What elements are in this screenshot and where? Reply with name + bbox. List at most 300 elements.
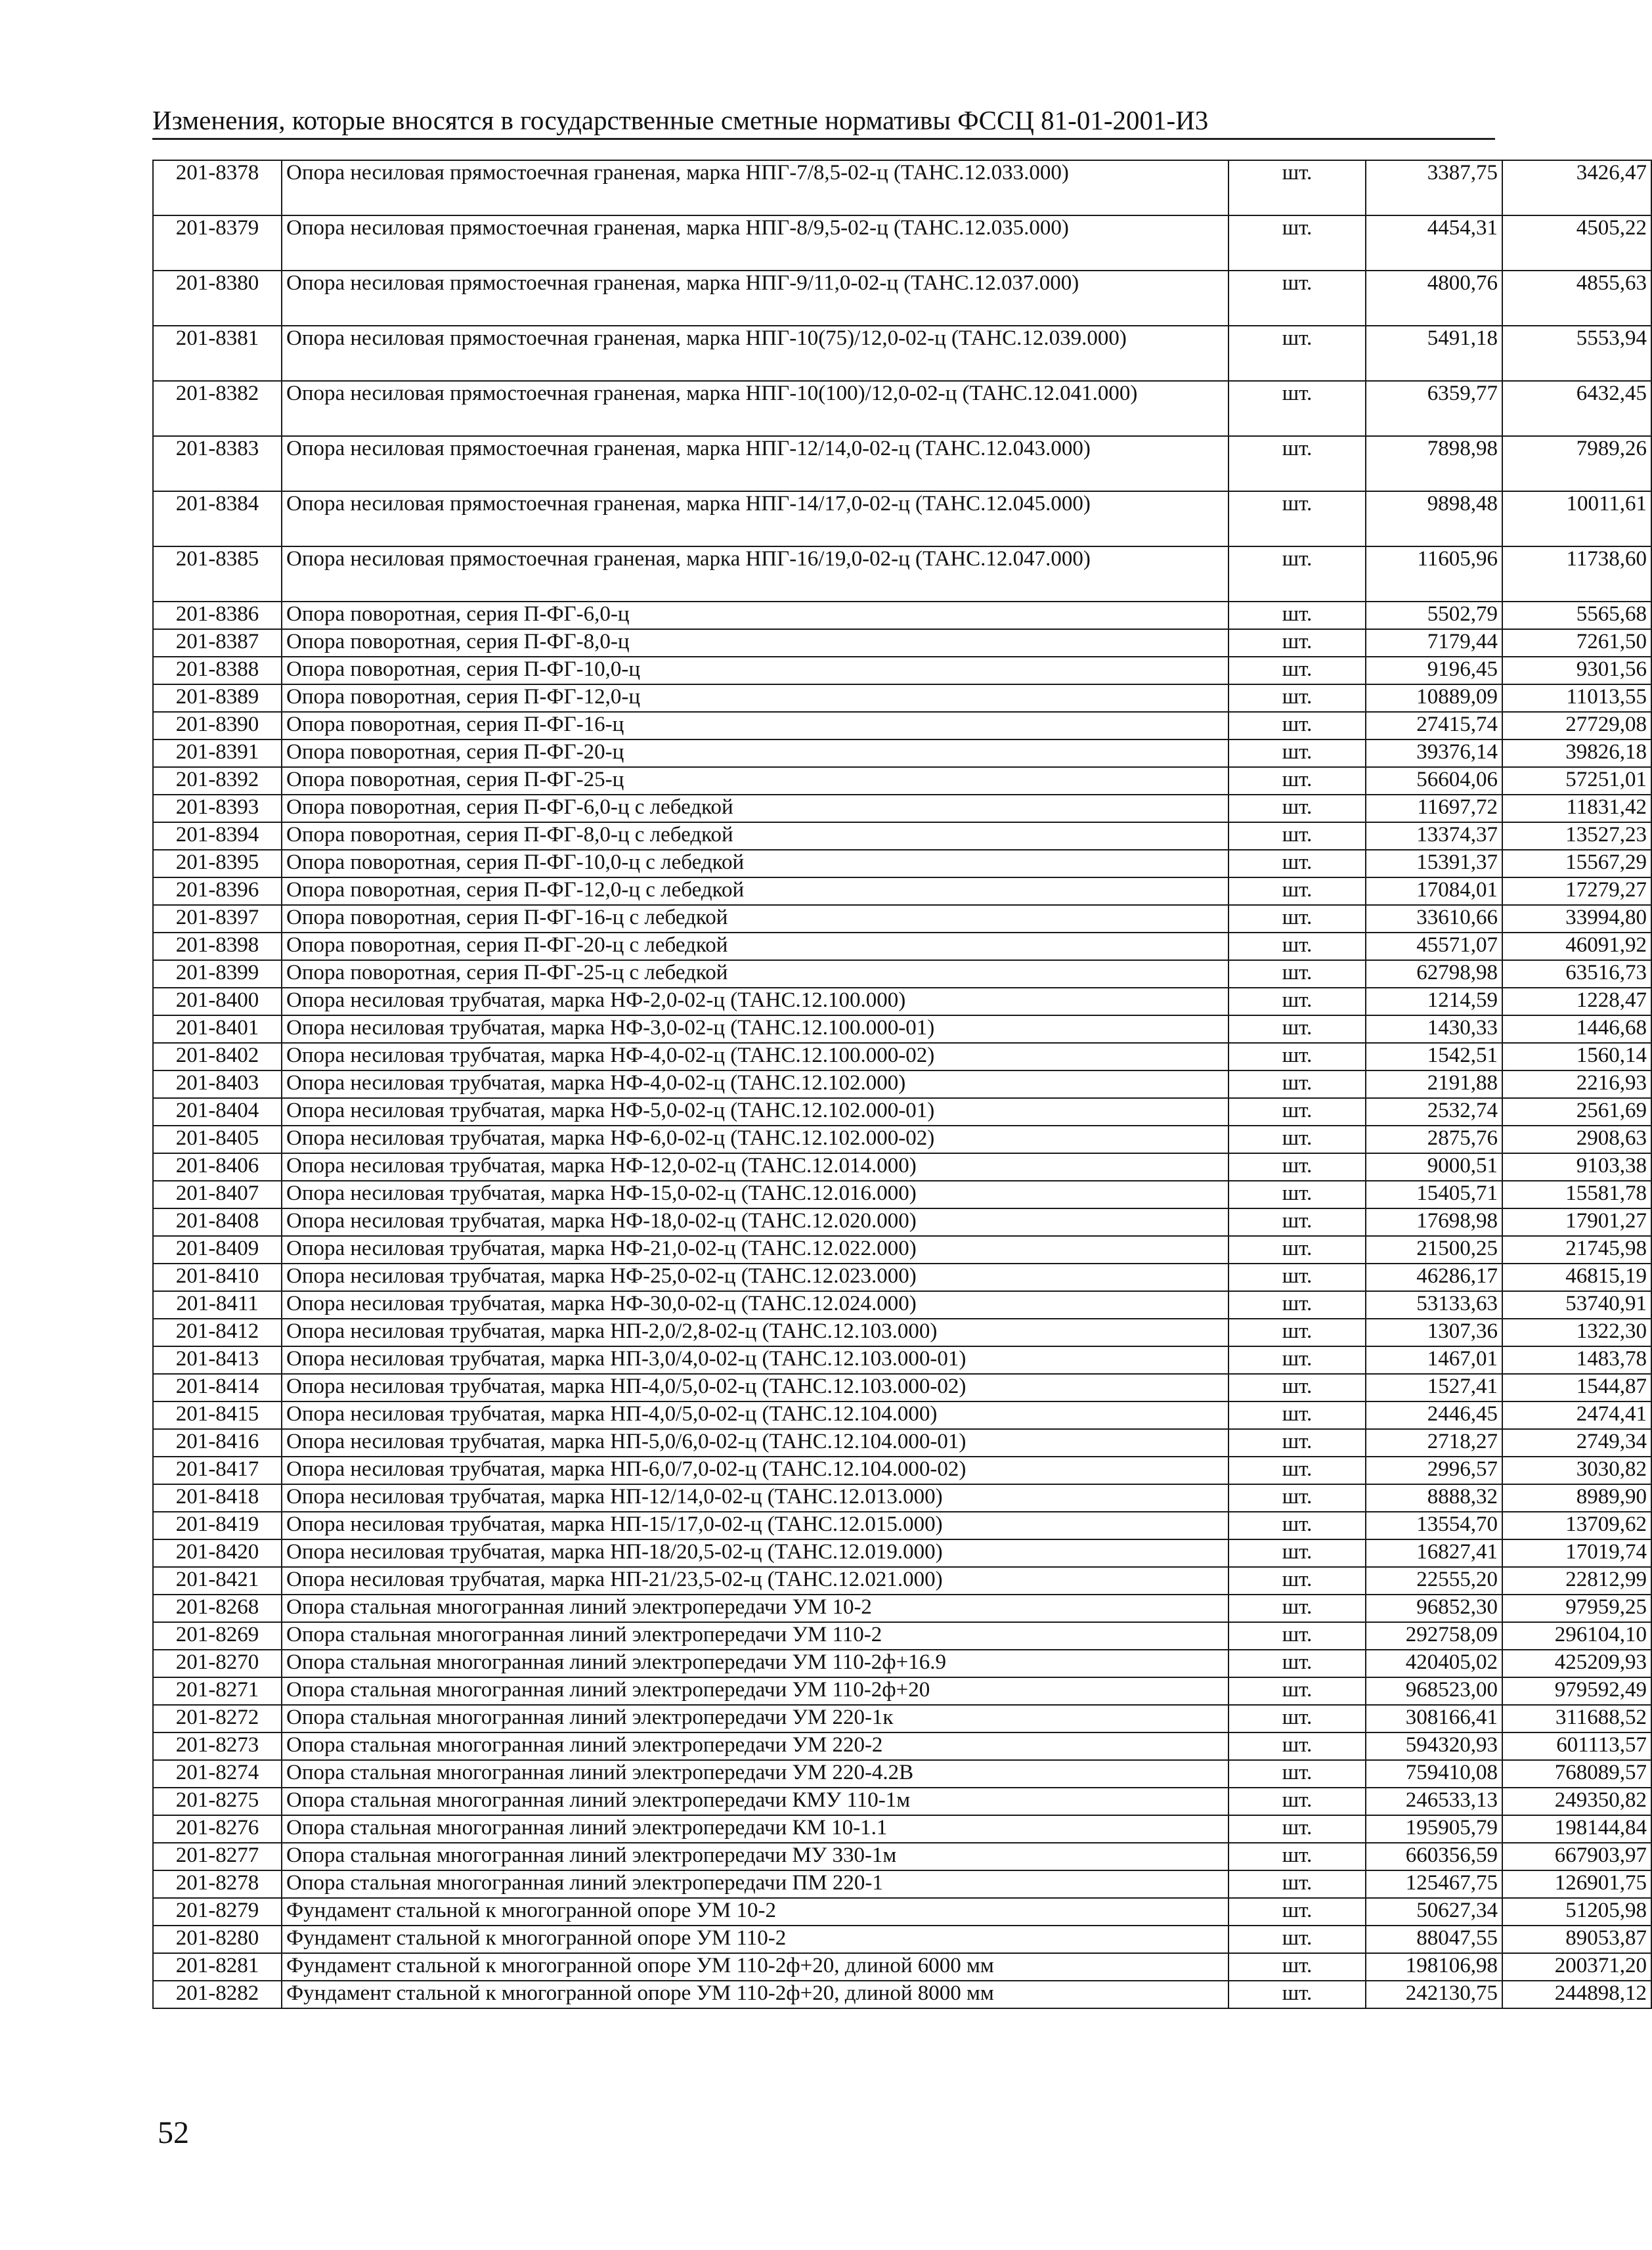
table-row (153, 1981, 1651, 2008)
row-name: Опора поворотная, серия П-ФГ-20-ц с лебедкой (282, 933, 1228, 960)
row-price-2: 97959,25 (1502, 1595, 1651, 1622)
row-name: Опора поворотная, серия П-ФГ-8,0-ц с лебедкой (282, 822, 1228, 850)
row-price-2: 10011,61 (1502, 491, 1651, 546)
table-row (153, 1815, 1651, 1843)
row-price-1: 17084,01 (1366, 877, 1502, 905)
table-row (153, 1153, 1651, 1181)
row-name: Опора несиловая трубчатая, марка НП-4,0/5,0-02-ц (ТАНС.12.103.000-02) (282, 1374, 1228, 1401)
row-name: Фундамент стальной к многогранной опоре УМ 110-2ф+20, длиной 8000 мм (282, 1981, 1228, 2008)
table-row (153, 1539, 1651, 1567)
row-price-2: 53740,91 (1502, 1291, 1651, 1319)
row-price-2: 4855,63 (1502, 271, 1651, 326)
row-code: 201-8384 (153, 491, 282, 546)
row-unit: шт. (1228, 933, 1366, 960)
row-unit: шт. (1228, 1650, 1366, 1677)
row-name: Опора несиловая трубчатая, марка НФ-18,0-02-ц (ТАНС.12.020.000) (282, 1208, 1228, 1236)
row-price-2: 15567,29 (1502, 850, 1651, 877)
row-name: Опора стальная многогранная линий электропередачи УМ 220-2 (282, 1732, 1228, 1760)
row-name: Опора несиловая прямостоечная граненая, марка НПГ-10(100)/12,0-02-ц (ТАНС.12.041.000) (282, 381, 1228, 436)
row-unit: шт. (1228, 326, 1366, 381)
row-price-1: 9196,45 (1366, 657, 1502, 684)
document-header: Изменения, которые вносятся в государственные сметные нормативы ФССЦ 81-01-2001-И3 (152, 105, 1209, 135)
row-name: Опора несиловая трубчатая, марка НФ-4,0-02-ц (ТАНС.12.102.000) (282, 1070, 1228, 1098)
table-row (153, 1484, 1651, 1512)
row-unit: шт. (1228, 657, 1366, 684)
row-name: Опора поворотная, серия П-ФГ-16-ц (282, 712, 1228, 739)
table-row (153, 1126, 1651, 1153)
row-code: 201-8281 (153, 1953, 282, 1981)
row-price-2: 57251,01 (1502, 767, 1651, 795)
row-price-2: 46815,19 (1502, 1264, 1651, 1291)
row-price-1: 759410,08 (1366, 1760, 1502, 1788)
row-unit: шт. (1228, 1898, 1366, 1926)
row-code: 201-8385 (153, 546, 282, 602)
table-row (153, 546, 1651, 602)
row-unit: шт. (1228, 1346, 1366, 1374)
row-price-2: 3030,82 (1502, 1457, 1651, 1484)
row-price-2: 311688,52 (1502, 1705, 1651, 1732)
row-code: 201-8389 (153, 684, 282, 712)
row-unit: шт. (1228, 1567, 1366, 1595)
row-unit: шт. (1228, 436, 1366, 491)
row-price-1: 22555,20 (1366, 1567, 1502, 1595)
table-row (153, 905, 1651, 933)
row-name: Опора несиловая прямостоечная граненая, марка НПГ-9/11,0-02-ц (ТАНС.12.037.000) (282, 271, 1228, 326)
row-price-2: 2474,41 (1502, 1401, 1651, 1429)
row-code: 201-8382 (153, 381, 282, 436)
row-unit: шт. (1228, 1732, 1366, 1760)
table-row (153, 1236, 1651, 1264)
table-row (153, 381, 1651, 436)
row-code: 201-8400 (153, 988, 282, 1015)
row-unit: шт. (1228, 1043, 1366, 1070)
row-unit: шт. (1228, 1622, 1366, 1650)
row-name: Опора несиловая трубчатая, марка НФ-30,0-02-ц (ТАНС.12.024.000) (282, 1291, 1228, 1319)
row-name: Фундамент стальной к многогранной опоре УМ 10-2 (282, 1898, 1228, 1926)
row-price-2: 8989,90 (1502, 1484, 1651, 1512)
row-name: Опора несиловая трубчатая, марка НФ-5,0-02-ц (ТАНС.12.102.000-01) (282, 1098, 1228, 1126)
row-price-1: 16827,41 (1366, 1539, 1502, 1567)
row-unit: шт. (1228, 1788, 1366, 1815)
row-code: 201-8383 (153, 436, 282, 491)
row-price-1: 246533,13 (1366, 1788, 1502, 1815)
row-unit: шт. (1228, 1181, 1366, 1208)
row-price-2: 200371,20 (1502, 1953, 1651, 1981)
row-code: 201-8402 (153, 1043, 282, 1070)
row-price-1: 125467,75 (1366, 1870, 1502, 1898)
row-code: 201-8390 (153, 712, 282, 739)
row-price-1: 88047,55 (1366, 1926, 1502, 1953)
table-row (153, 767, 1651, 795)
row-unit: шт. (1228, 271, 1366, 326)
row-price-1: 33610,66 (1366, 905, 1502, 933)
row-name: Фундамент стальной к многогранной опоре УМ 110-2 (282, 1926, 1228, 1953)
row-price-2: 17901,27 (1502, 1208, 1651, 1236)
row-price-1: 45571,07 (1366, 933, 1502, 960)
row-price-2: 22812,99 (1502, 1567, 1651, 1595)
row-price-1: 4800,76 (1366, 271, 1502, 326)
row-price-2: 768089,57 (1502, 1760, 1651, 1788)
table-row (153, 988, 1651, 1015)
row-price-2: 667903,97 (1502, 1843, 1651, 1870)
row-price-2: 63516,73 (1502, 960, 1651, 988)
row-name: Опора несиловая трубчатая, марка НП-18/20,5-02-ц (ТАНС.12.019.000) (282, 1539, 1228, 1567)
table-row (153, 850, 1651, 877)
row-name: Опора стальная многогранная линий электропередачи УМ 220-4.2В (282, 1760, 1228, 1788)
table-row (153, 215, 1651, 271)
row-price-2: 11738,60 (1502, 546, 1651, 602)
row-code: 201-8273 (153, 1732, 282, 1760)
table-row (153, 1015, 1651, 1043)
row-price-2: 9103,38 (1502, 1153, 1651, 1181)
row-price-2: 13709,62 (1502, 1512, 1651, 1539)
row-name: Опора поворотная, серия П-ФГ-6,0-ц с лебедкой (282, 795, 1228, 822)
row-unit: шт. (1228, 1153, 1366, 1181)
row-name: Опора поворотная, серия П-ФГ-10,0-ц с лебедкой (282, 850, 1228, 877)
row-price-1: 1542,51 (1366, 1043, 1502, 1070)
row-price-2: 126901,75 (1502, 1870, 1651, 1898)
row-unit: шт. (1228, 1264, 1366, 1291)
row-price-2: 249350,82 (1502, 1788, 1651, 1815)
table-row (153, 712, 1651, 739)
row-price-1: 7179,44 (1366, 629, 1502, 657)
row-code: 201-8270 (153, 1650, 282, 1677)
row-code: 201-8408 (153, 1208, 282, 1236)
row-name: Опора несиловая трубчатая, марка НП-21/23,5-02-ц (ТАНС.12.021.000) (282, 1567, 1228, 1595)
row-price-1: 10889,09 (1366, 684, 1502, 712)
table-row (153, 1401, 1651, 1429)
row-unit: шт. (1228, 1208, 1366, 1236)
row-code: 201-8391 (153, 739, 282, 767)
row-code: 201-8380 (153, 271, 282, 326)
table-row (153, 1291, 1651, 1319)
row-price-2: 2216,93 (1502, 1070, 1651, 1098)
row-code: 201-8398 (153, 933, 282, 960)
row-unit: шт. (1228, 850, 1366, 877)
row-code: 201-8271 (153, 1677, 282, 1705)
row-price-1: 27415,74 (1366, 712, 1502, 739)
row-price-1: 1214,59 (1366, 988, 1502, 1015)
row-price-2: 1483,78 (1502, 1346, 1651, 1374)
table-row (153, 1374, 1651, 1401)
table-row (153, 629, 1651, 657)
row-name: Опора поворотная, серия П-ФГ-20-ц (282, 739, 1228, 767)
price-table (152, 160, 1652, 2009)
row-unit: шт. (1228, 1429, 1366, 1457)
row-unit: шт. (1228, 1374, 1366, 1401)
table-row (153, 657, 1651, 684)
row-name: Опора несиловая трубчатая, марка НФ-12,0-02-ц (ТАНС.12.014.000) (282, 1153, 1228, 1181)
row-name: Опора несиловая трубчатая, марка НФ-4,0-02-ц (ТАНС.12.100.000-02) (282, 1043, 1228, 1070)
row-name: Опора несиловая трубчатая, марка НП-5,0/6,0-02-ц (ТАНС.12.104.000-01) (282, 1429, 1228, 1457)
row-unit: шт. (1228, 1595, 1366, 1622)
row-name: Опора стальная многогранная линий электропередачи КМ 10-1.1 (282, 1815, 1228, 1843)
row-price-2: 3426,47 (1502, 160, 1651, 215)
row-name: Опора несиловая трубчатая, марка НП-6,0/7,0-02-ц (ТАНС.12.104.000-02) (282, 1457, 1228, 1484)
row-price-2: 15581,78 (1502, 1181, 1651, 1208)
table-row (153, 1595, 1651, 1622)
row-name: Опора несиловая трубчатая, марка НФ-15,0-02-ц (ТАНС.12.016.000) (282, 1181, 1228, 1208)
row-unit: шт. (1228, 1319, 1366, 1346)
row-price-2: 7261,50 (1502, 629, 1651, 657)
row-unit: шт. (1228, 602, 1366, 629)
row-name: Опора несиловая трубчатая, марка НФ-25,0-02-ц (ТАНС.12.023.000) (282, 1264, 1228, 1291)
row-price-1: 9898,48 (1366, 491, 1502, 546)
row-price-1: 50627,34 (1366, 1898, 1502, 1926)
row-code: 201-8272 (153, 1705, 282, 1732)
row-unit: шт. (1228, 1401, 1366, 1429)
row-price-1: 198106,98 (1366, 1953, 1502, 1981)
row-price-2: 2908,63 (1502, 1126, 1651, 1153)
row-price-1: 39376,14 (1366, 739, 1502, 767)
row-code: 201-8413 (153, 1346, 282, 1374)
row-price-2: 7989,26 (1502, 436, 1651, 491)
row-name: Опора стальная многогранная линий электропередачи УМ 110-2ф+20 (282, 1677, 1228, 1705)
row-price-2: 5553,94 (1502, 326, 1651, 381)
row-unit: шт. (1228, 1126, 1366, 1153)
row-unit: шт. (1228, 1953, 1366, 1981)
row-price-2: 244898,12 (1502, 1981, 1651, 2008)
row-price-1: 62798,98 (1366, 960, 1502, 988)
row-name: Опора стальная многогранная линий электропередачи КМУ 110-1м (282, 1788, 1228, 1815)
row-price-2: 51205,98 (1502, 1898, 1651, 1926)
row-price-1: 2446,45 (1366, 1401, 1502, 1429)
row-code: 201-8386 (153, 602, 282, 629)
row-code: 201-8401 (153, 1015, 282, 1043)
row-name: Опора стальная многогранная линий электропередачи УМ 110-2 (282, 1622, 1228, 1650)
row-unit: шт. (1228, 684, 1366, 712)
row-unit: шт. (1228, 491, 1366, 546)
row-code: 201-8269 (153, 1622, 282, 1650)
row-code: 201-8410 (153, 1264, 282, 1291)
row-name: Опора поворотная, серия П-ФГ-12,0-ц (282, 684, 1228, 712)
table-row (153, 684, 1651, 712)
table-row (153, 1319, 1651, 1346)
table-row (153, 1650, 1651, 1677)
row-price-2: 296104,10 (1502, 1622, 1651, 1650)
row-code: 201-8411 (153, 1291, 282, 1319)
row-name: Опора стальная многогранная линий электропередачи УМ 10-2 (282, 1595, 1228, 1622)
row-name: Опора поворотная, серия П-ФГ-16-ц с лебедкой (282, 905, 1228, 933)
table-row (153, 1043, 1651, 1070)
table-row (153, 436, 1651, 491)
row-price-1: 2191,88 (1366, 1070, 1502, 1098)
row-code: 201-8282 (153, 1981, 282, 2008)
row-price-1: 13554,70 (1366, 1512, 1502, 1539)
row-price-1: 9000,51 (1366, 1153, 1502, 1181)
row-price-2: 27729,08 (1502, 712, 1651, 739)
table-row (153, 271, 1651, 326)
row-unit: шт. (1228, 767, 1366, 795)
row-code: 201-8268 (153, 1595, 282, 1622)
table-row (153, 1760, 1651, 1788)
row-unit: шт. (1228, 960, 1366, 988)
row-unit: шт. (1228, 1870, 1366, 1898)
row-name: Опора поворотная, серия П-ФГ-25-ц с лебедкой (282, 960, 1228, 988)
table-row (153, 491, 1651, 546)
row-unit: шт. (1228, 1981, 1366, 2008)
row-code: 201-8394 (153, 822, 282, 850)
row-code: 201-8405 (153, 1126, 282, 1153)
row-unit: шт. (1228, 1015, 1366, 1043)
row-name: Опора несиловая трубчатая, марка НФ-2,0-02-ц (ТАНС.12.100.000) (282, 988, 1228, 1015)
row-price-2: 46091,92 (1502, 933, 1651, 960)
table-row (153, 1705, 1651, 1732)
row-unit: шт. (1228, 1843, 1366, 1870)
row-code: 201-8274 (153, 1760, 282, 1788)
row-name: Фундамент стальной к многогранной опоре УМ 110-2ф+20, длиной 6000 мм (282, 1953, 1228, 1981)
row-price-2: 5565,68 (1502, 602, 1651, 629)
row-unit: шт. (1228, 1677, 1366, 1705)
page-number: 52 (158, 2115, 189, 2150)
row-unit: шт. (1228, 1705, 1366, 1732)
row-price-1: 2996,57 (1366, 1457, 1502, 1484)
row-price-2: 1228,47 (1502, 988, 1651, 1015)
row-code: 201-8381 (153, 326, 282, 381)
row-name: Опора несиловая прямостоечная граненая, марка НПГ-16/19,0-02-ц (ТАНС.12.047.000) (282, 546, 1228, 602)
row-unit: шт. (1228, 712, 1366, 739)
row-unit: шт. (1228, 1457, 1366, 1484)
row-name: Опора поворотная, серия П-ФГ-8,0-ц (282, 629, 1228, 657)
row-name: Опора несиловая прямостоечная граненая, марка НПГ-8/9,5-02-ц (ТАНС.12.035.000) (282, 215, 1228, 271)
row-name: Опора несиловая трубчатая, марка НП-4,0/5,0-02-ц (ТАНС.12.104.000) (282, 1401, 1228, 1429)
row-name: Опора стальная многогранная линий электропередачи УМ 110-2ф+16.9 (282, 1650, 1228, 1677)
row-code: 201-8399 (153, 960, 282, 988)
row-unit: шт. (1228, 1815, 1366, 1843)
row-code: 201-8419 (153, 1512, 282, 1539)
row-price-1: 1467,01 (1366, 1346, 1502, 1374)
table-row (153, 602, 1651, 629)
row-name: Опора несиловая трубчатая, марка НП-12/14,0-02-ц (ТАНС.12.013.000) (282, 1484, 1228, 1512)
row-code: 201-8279 (153, 1898, 282, 1926)
row-price-2: 11831,42 (1502, 795, 1651, 822)
table-row (153, 1843, 1651, 1870)
table-row (153, 1870, 1651, 1898)
row-price-2: 17019,74 (1502, 1539, 1651, 1567)
row-unit: шт. (1228, 1291, 1366, 1319)
row-code: 201-8420 (153, 1539, 282, 1567)
table-row (153, 739, 1651, 767)
row-price-2: 9301,56 (1502, 657, 1651, 684)
row-name: Опора стальная многогранная линий электропередачи МУ 330-1м (282, 1843, 1228, 1870)
row-code: 201-8418 (153, 1484, 282, 1512)
row-unit: шт. (1228, 739, 1366, 767)
row-price-1: 420405,02 (1366, 1650, 1502, 1677)
row-code: 201-8415 (153, 1401, 282, 1429)
row-price-2: 17279,27 (1502, 877, 1651, 905)
row-unit: шт. (1228, 988, 1366, 1015)
row-price-1: 195905,79 (1366, 1815, 1502, 1843)
row-name: Опора несиловая трубчатая, марка НП-15/17,0-02-ц (ТАНС.12.015.000) (282, 1512, 1228, 1539)
row-code: 201-8404 (153, 1098, 282, 1126)
row-price-2: 2749,34 (1502, 1429, 1651, 1457)
row-price-1: 21500,25 (1366, 1236, 1502, 1264)
row-price-1: 594320,93 (1366, 1732, 1502, 1760)
row-price-2: 1322,30 (1502, 1319, 1651, 1346)
row-price-1: 1430,33 (1366, 1015, 1502, 1043)
row-price-1: 7898,98 (1366, 436, 1502, 491)
row-price-2: 89053,87 (1502, 1926, 1651, 1953)
row-code: 201-8416 (153, 1429, 282, 1457)
row-unit: шт. (1228, 1926, 1366, 1953)
row-name: Опора несиловая трубчатая, марка НФ-6,0-02-ц (ТАНС.12.102.000-02) (282, 1126, 1228, 1153)
row-code: 201-8378 (153, 160, 282, 215)
row-code: 201-8396 (153, 877, 282, 905)
row-price-2: 2561,69 (1502, 1098, 1651, 1126)
row-code: 201-8397 (153, 905, 282, 933)
table-row (153, 933, 1651, 960)
row-price-1: 242130,75 (1366, 1981, 1502, 2008)
table-row (153, 795, 1651, 822)
row-name: Опора поворотная, серия П-ФГ-25-ц (282, 767, 1228, 795)
row-code: 201-8403 (153, 1070, 282, 1098)
row-price-1: 11605,96 (1366, 546, 1502, 602)
row-price-1: 15391,37 (1366, 850, 1502, 877)
table-row (153, 1208, 1651, 1236)
row-unit: шт. (1228, 905, 1366, 933)
row-price-1: 1527,41 (1366, 1374, 1502, 1401)
row-name: Опора несиловая прямостоечная граненая, марка НПГ-7/8,5-02-ц (ТАНС.12.033.000) (282, 160, 1228, 215)
row-unit: шт. (1228, 381, 1366, 436)
row-price-2: 425209,93 (1502, 1650, 1651, 1677)
row-name: Опора поворотная, серия П-ФГ-12,0-ц с лебедкой (282, 877, 1228, 905)
row-price-1: 308166,41 (1366, 1705, 1502, 1732)
row-code: 201-8421 (153, 1567, 282, 1595)
row-code: 201-8409 (153, 1236, 282, 1264)
table-row (153, 1953, 1651, 1981)
row-code: 201-8392 (153, 767, 282, 795)
row-price-1: 11697,72 (1366, 795, 1502, 822)
row-price-1: 8888,32 (1366, 1484, 1502, 1512)
table-row (153, 1264, 1651, 1291)
row-unit: шт. (1228, 877, 1366, 905)
row-price-2: 33994,80 (1502, 905, 1651, 933)
row-price-2: 1560,14 (1502, 1043, 1651, 1070)
row-name: Опора несиловая трубчатая, марка НФ-21,0-02-ц (ТАНС.12.022.000) (282, 1236, 1228, 1264)
row-name: Опора несиловая трубчатая, марка НФ-3,0-02-ц (ТАНС.12.100.000-01) (282, 1015, 1228, 1043)
row-price-2: 39826,18 (1502, 739, 1651, 767)
row-code: 201-8406 (153, 1153, 282, 1181)
table-row (153, 960, 1651, 988)
row-price-1: 292758,09 (1366, 1622, 1502, 1650)
row-code: 201-8280 (153, 1926, 282, 1953)
row-name: Опора несиловая трубчатая, марка НП-3,0/4,0-02-ц (ТАНС.12.103.000-01) (282, 1346, 1228, 1374)
row-code: 201-8395 (153, 850, 282, 877)
row-unit: шт. (1228, 546, 1366, 602)
row-unit: шт. (1228, 1484, 1366, 1512)
row-name: Опора поворотная, серия П-ФГ-10,0-ц (282, 657, 1228, 684)
row-price-1: 2532,74 (1366, 1098, 1502, 1126)
row-price-2: 1446,68 (1502, 1015, 1651, 1043)
row-unit: шт. (1228, 1098, 1366, 1126)
row-code: 201-8275 (153, 1788, 282, 1815)
table-row (153, 1512, 1651, 1539)
row-price-1: 6359,77 (1366, 381, 1502, 436)
table-row (153, 1457, 1651, 1484)
row-price-1: 13374,37 (1366, 822, 1502, 850)
row-price-2: 198144,84 (1502, 1815, 1651, 1843)
row-code: 201-8276 (153, 1815, 282, 1843)
row-unit: шт. (1228, 629, 1366, 657)
table-row (153, 1788, 1651, 1815)
row-code: 201-8387 (153, 629, 282, 657)
row-name: Опора несиловая прямостоечная граненая, марка НПГ-10(75)/12,0-02-ц (ТАНС.12.039.000) (282, 326, 1228, 381)
row-code: 201-8414 (153, 1374, 282, 1401)
table-row (153, 1567, 1651, 1595)
row-name: Опора несиловая прямостоечная граненая, марка НПГ-12/14,0-02-ц (ТАНС.12.043.000) (282, 436, 1228, 491)
row-price-1: 17698,98 (1366, 1208, 1502, 1236)
row-price-2: 11013,55 (1502, 684, 1651, 712)
